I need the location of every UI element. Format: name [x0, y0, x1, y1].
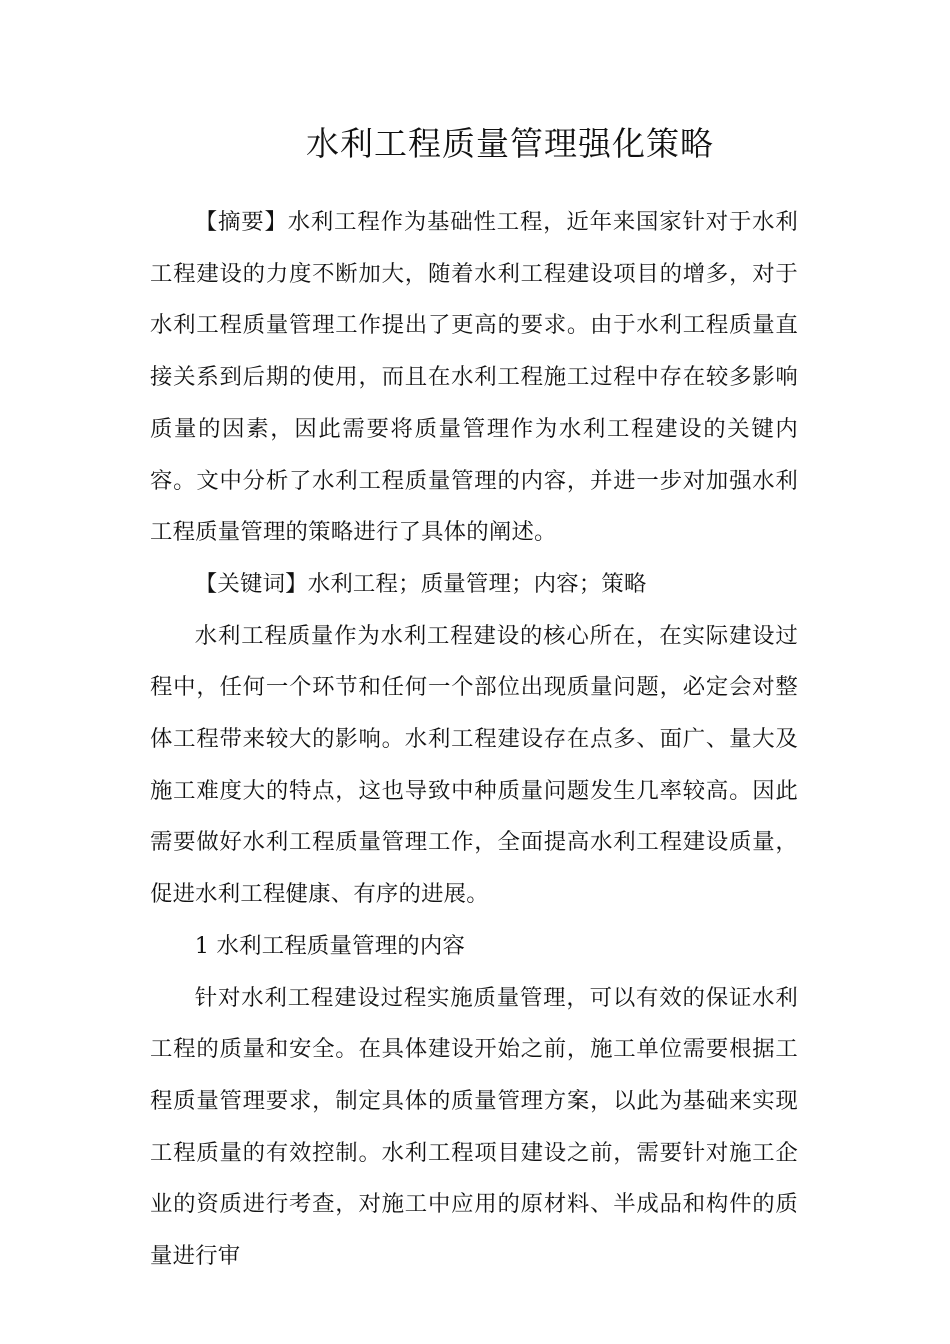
section-heading: 1 水利工程质量管理的内容	[194, 932, 466, 959]
section-paragraph: 针对水利工程建设过程实施质量管理，可以有效的保证水利工程的质量和安全。在具体建设开始之前，施工单位需要根据工程质量管理要求，制定具体的质量管理方案，以此为基础来实现工程质量的有效控制。水利工程项目建设之前，需要针对施工企业的资质进行考查，对施工中应用的原材料、半成品和构件的质量进行审	[150, 984, 798, 1270]
abstract-paragraph: 【摘要】水利工程作为基础性工程，近年来国家针对于水利工程建设的力度不断加大，随着水利工程建设项目的增多，对于水利工程质量管理工作提出了更高的要求。由于水利工程质量直接关系到后期的使用，而且在水利工程施工过程中存在较多影响质量的因素，因此需要将质量管理作为水利工程建设的关键内容。文中分析了水利工程质量管理的内容，并进一步对加强水利工程质量管理的策略进行了具体的阐述。	[150, 209, 798, 546]
document-title: 水利工程质量管理强化策略	[306, 124, 714, 163]
intro-paragraph: 水利工程质量作为水利工程建设的核心所在，在实际建设过程中，任何一个环节和任何一个部位出现质量问题，必定会对整体工程带来较大的影响。水利工程建设存在点多、面广、量大及施工难度大的特点，这也导致中种质量问题发生几率较高。因此需要做好水利工程质量管理工作，全面提高水利工程建设质量，促进水利工程健康、有序的进展。	[150, 622, 798, 908]
document-body	[150, 197, 798, 1283]
keywords-paragraph: 【关键词】水利工程；质量管理；内容；策略	[194, 570, 647, 597]
